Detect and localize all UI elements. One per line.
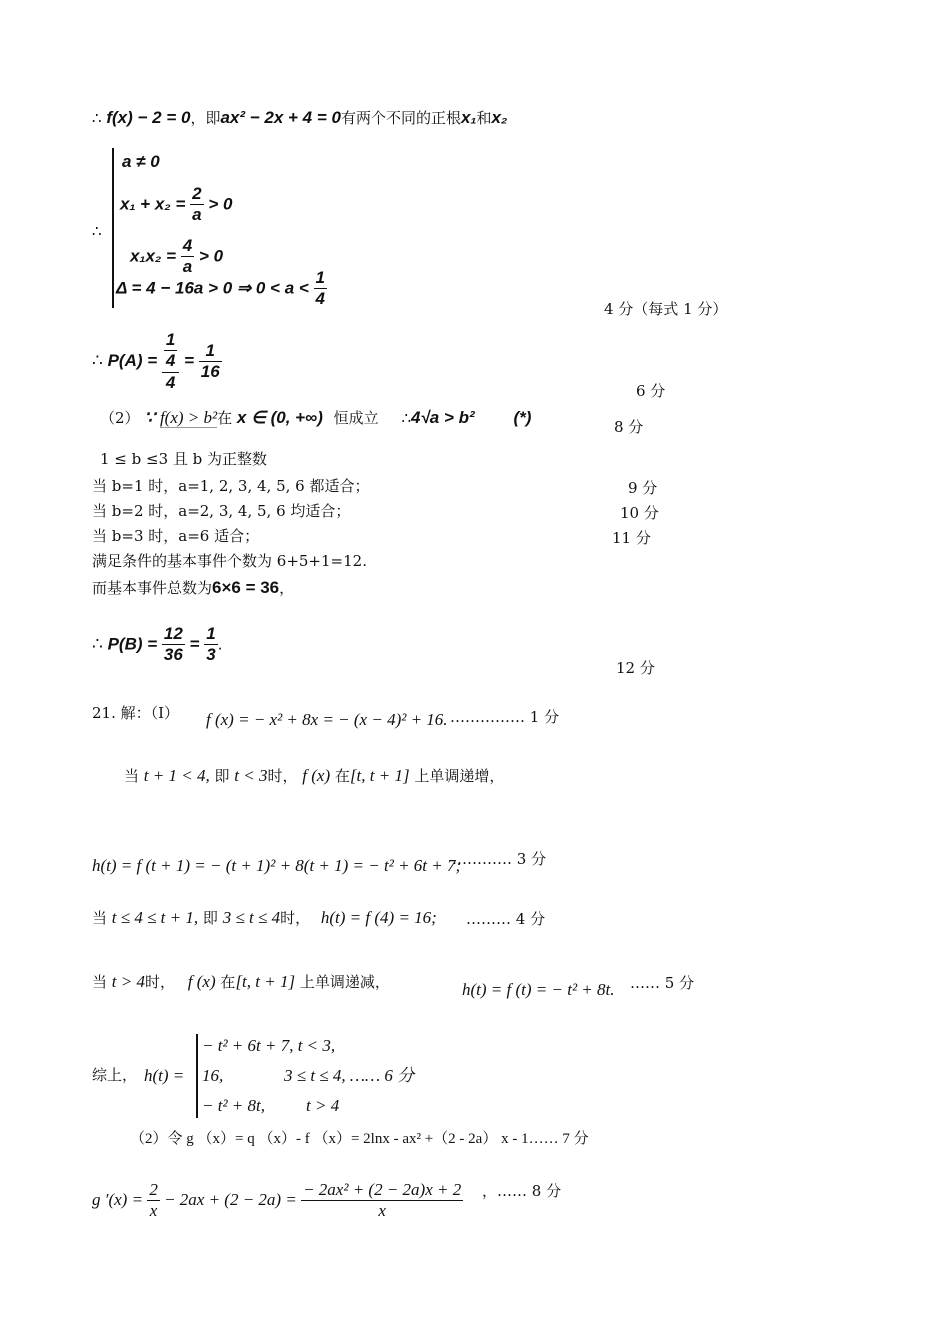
probability-b-lhs: P(B) =: [107, 634, 158, 654]
always-holds-text: 恒成立: [333, 409, 379, 427]
system-line-4: [116, 268, 327, 310]
fraction-numerator: 2: [147, 1180, 160, 1201]
favorable-count-line: 满足条件的基本事件个数为 6+5+1=12.: [92, 552, 367, 570]
fraction-denominator: 36: [163, 645, 183, 665]
when-text: 当: [124, 767, 140, 785]
increasing-text: 上单调递增，: [414, 767, 505, 785]
product-roots-rhs: > 0: [198, 246, 224, 266]
fraction-denominator: 16: [200, 362, 220, 382]
fraction-denominator: x: [149, 1201, 158, 1221]
piecewise-line-2b: 3 ≤ t ≤ 4, …… 6 分: [284, 1066, 415, 1085]
root-condition-line: [92, 108, 507, 128]
and-text: 和: [476, 109, 492, 127]
fraction-12-over-36: [162, 624, 185, 666]
therefore-symbol: ∴: [92, 634, 103, 654]
therefore-symbol: ∴: [92, 351, 103, 371]
case1-line: [124, 766, 504, 786]
case2-condition: t ≤ 4 ≤ t + 1,: [111, 908, 199, 927]
interval-t-t1: [t, t + 1]: [235, 972, 296, 991]
q21-score-5: …… 5 分: [630, 974, 695, 992]
namely-text: 即: [214, 767, 230, 785]
root-x1: x₁: [460, 108, 477, 127]
fraction-1-over-3: [204, 624, 217, 666]
case2-line: [92, 908, 437, 928]
time-text: 时，: [267, 767, 298, 785]
result-inequality: 4√a > b²: [411, 408, 475, 427]
b-range-line: 1 ≤ b ≤3 且 b 为正整数: [100, 450, 268, 468]
when-text: 当: [92, 973, 108, 991]
q21-fx-equation: f (x) = − x² + 8x = − (x − 4)² + 16.: [206, 710, 448, 729]
fraction-numerator: 1: [204, 624, 217, 645]
score-12: 12 分: [616, 659, 655, 677]
fraction-numerator: − 2ax² + (2 − 2a)x + 2: [301, 1180, 463, 1201]
in-text: 在: [334, 767, 350, 785]
interval-domain: x ∈ (0, +∞): [236, 408, 323, 427]
h1-equation: h(t) = f (t + 1) = − (t + 1)² + 8(t + 1) = − t² + 6t + 7;: [92, 856, 462, 875]
g-derivative-middle: − 2ax + (2 − 2a) =: [164, 1189, 297, 1209]
fraction-denominator: 4: [165, 351, 176, 371]
fraction-numerator: 12: [162, 624, 185, 645]
root-x2: x₂: [491, 108, 508, 127]
period: .: [217, 634, 223, 654]
score-4: 4 分（每式 1 分）: [604, 300, 728, 318]
case3-line: [92, 972, 390, 992]
probability-a-lhs: P(A) =: [107, 351, 158, 371]
score-11: 11 分: [612, 529, 651, 547]
therefore-symbol: ∴: [401, 409, 412, 427]
piecewise-line-2a: 16,: [202, 1066, 224, 1085]
fraction-denominator: 4: [165, 372, 176, 392]
discriminant-text: Δ = 4 − 16a > 0 ⇒ 0 < a <: [116, 278, 309, 298]
fraction-1-over-16: [199, 341, 222, 383]
equals-sign: =: [189, 634, 200, 654]
in-text: 在: [220, 973, 236, 991]
score-6: 6 分: [636, 382, 666, 400]
case-b2-line: 当 b=2 时，a=2, 3, 4, 5, 6 均适合；: [92, 502, 351, 520]
fraction-denominator: 4: [315, 289, 326, 309]
roots-text: 有两个不同的正根: [340, 109, 461, 127]
score-10: 10 分: [620, 504, 659, 522]
q21-score-8: ，…… 8 分: [482, 1182, 562, 1200]
compound-numerator: [162, 330, 179, 373]
fraction-numerator: 1: [314, 268, 327, 289]
fraction-denominator: a: [182, 257, 193, 277]
fraction-numerator: 1: [199, 341, 222, 362]
q21-head: 21. 解：（I）: [92, 704, 180, 722]
time-text: 时，: [145, 973, 176, 991]
q21-score-4: ……… 4 分: [466, 910, 546, 928]
fraction-2-over-a: [190, 184, 203, 226]
in-text: 在: [217, 409, 233, 427]
case2-t-range: 3 ≤ t ≤ 4: [222, 908, 281, 927]
function-fx: f (x): [187, 972, 216, 991]
part2-line: [100, 408, 531, 428]
fraction-denominator: x: [378, 1201, 386, 1221]
fraction-numerator: 2: [190, 184, 203, 205]
score-8: 8 分: [614, 418, 644, 436]
product-roots-lhs: x₁x₂ =: [130, 246, 177, 266]
decreasing-text: 上单调递减，: [299, 973, 390, 991]
fraction-denominator: 3: [206, 645, 216, 665]
system-line-2: [120, 184, 232, 226]
piecewise-line-3a: − t² + 8t,: [202, 1096, 265, 1115]
fraction-numerator: 1: [164, 330, 177, 351]
piecewise-line-1: − t² + 6t + 7, t < 3,: [202, 1036, 336, 1055]
probability-b-line: [92, 624, 222, 666]
case3-condition: t > 4: [111, 972, 145, 991]
case-b3-line: 当 b=3 时，a=6 适合；: [92, 527, 260, 545]
system-brace: [112, 148, 114, 308]
system-line-1: a ≠ 0: [122, 152, 160, 171]
sum-roots-lhs: x₁ + x₂ =: [120, 194, 186, 214]
piecewise-line-3b: t > 4: [306, 1096, 340, 1115]
equation-fx-minus-2: f(x) − 2 = 0: [106, 108, 191, 127]
case3-h-value: h(t) = f (t) = − t² + 8t.: [462, 980, 615, 999]
probability-a-line: [92, 330, 222, 393]
fraction-2-over-x: [147, 1180, 160, 1222]
case-b1-line: 当 b=1 时，a=1, 2, 3, 4, 5, 6 都适合；: [92, 477, 370, 495]
compound-fraction: [162, 330, 179, 393]
total-count-line: [92, 578, 294, 598]
interval-t-t1: [t, t + 1]: [349, 766, 410, 785]
fraction-1-over-4: [314, 268, 327, 310]
sum-roots-rhs: > 0: [208, 194, 233, 214]
therefore-symbol: ∴: [92, 109, 102, 127]
system-therefore: ∴: [92, 222, 102, 240]
inner-fraction: [164, 330, 177, 372]
case2-h-value: h(t) = f (4) = 16;: [320, 908, 437, 927]
combined-fraction: [301, 1180, 463, 1222]
because-symbol: ∵: [144, 408, 156, 427]
g-derivative-lhs: g ′(x) =: [92, 1189, 144, 1209]
g-definition-line: （2）令 g （x）= q （x）- f （x）= 2lnx - ax² +（2 - 2a） x - 1…… 7 分: [130, 1131, 589, 1147]
fraction-denominator: a: [192, 205, 202, 225]
equals-sign: =: [184, 351, 195, 371]
comma: ，: [279, 579, 295, 597]
part2-label: （2）: [100, 409, 140, 427]
case1-condition: t + 1 < 4,: [143, 766, 210, 785]
case1-t-range: t < 3: [234, 766, 268, 785]
when-text: 当: [92, 909, 108, 927]
summary-h: h(t) =: [144, 1066, 185, 1085]
separator-text: ，即: [190, 109, 221, 127]
star-label: (*): [513, 408, 532, 427]
piecewise-brace: [196, 1034, 198, 1118]
quadratic-equation: ax² − 2x + 4 = 0: [220, 108, 341, 127]
function-fx: f (x): [302, 766, 331, 785]
q21-score-1: …………… 1 分: [450, 708, 560, 726]
total-count-equation: 6×6 = 36: [212, 578, 280, 597]
q21-score-3: ………… 3 分: [452, 850, 547, 868]
fraction-numerator: 4: [181, 236, 194, 257]
score-9: 9 分: [628, 479, 658, 497]
namely-text: 即: [202, 909, 218, 927]
g-derivative-line: [92, 1180, 463, 1222]
total-count-text: 而基本事件总数为: [92, 579, 213, 597]
summary-label: 综上，: [92, 1066, 138, 1084]
inequality-fx-b2: f(x) > b²: [159, 408, 218, 427]
time-text: 时，: [280, 909, 311, 927]
